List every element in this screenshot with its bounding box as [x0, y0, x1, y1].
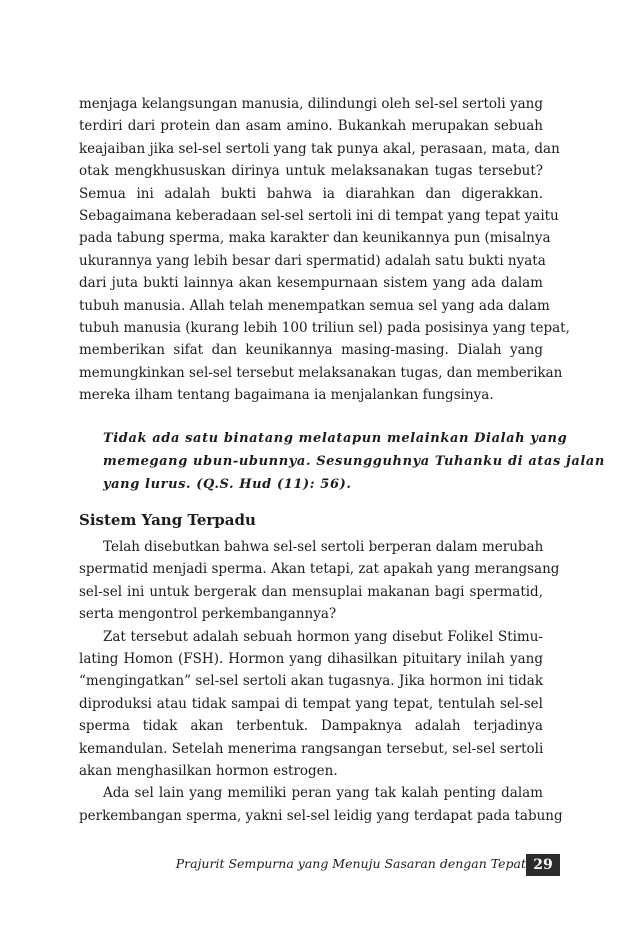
body-bottom-paragraphs: [79, 536, 563, 827]
text-line: memungkinkan sel-sel tersebut melaksanakan tugas, dan memberikan: [79, 364, 563, 381]
text-line: menjaga kelangsungan manusia, dilindungi oleh sel-sel sertoli yang: [79, 96, 543, 112]
text-line: kemandulan. Setelah menerima rangsangan tersebut, sel-sel sertoli: [79, 740, 544, 757]
running-title: Prajurit Sempurna yang Menuju Sasaran dengan Tepat: [175, 856, 526, 871]
text-line: Sebagaimana keberadaan sel-sel sertoli ini di tempat yang tepat yaitu: [79, 207, 559, 224]
text-line: sel-sel ini untuk bergerak dan mensuplai makanan bagi spermatid,: [79, 583, 543, 600]
text-line: ukurannya yang lebih besar dari spermatid) adalah satu bukti nyata: [79, 252, 546, 269]
text-line: “mengingatkan” sel-sel sertoli akan tugasnya. Jika hormon ini tidak: [79, 673, 543, 690]
text-line: otak mengkhususkan dirinya untuk melaksanakan tugas tersebut?: [79, 163, 543, 180]
text-line: Telah disebutkan bahwa sel-sel sertoli berperan dalam merubah: [103, 539, 544, 555]
quote-line: yang lurus. (Q.S. Hud (11): 56).: [103, 477, 352, 492]
quran-quote: [103, 427, 605, 496]
quote-line: Tidak ada satu binatang melatapun melainkan Dialah yang: [103, 431, 568, 446]
text-line: mereka ilham tentang bagaimana ia menjalankan fungsinya.: [79, 387, 494, 404]
text-line: sperma tidak akan terbentuk. Dampaknya adalah terjadinya: [79, 718, 543, 735]
body-top-paragraph: [79, 93, 570, 406]
section-heading: Sistem Yang Terpadu: [79, 511, 256, 529]
text-line: tubuh manusia (kurang lebih 100 triliun sel) pada posisinya yang tepat,: [79, 319, 570, 336]
text-line: Ada sel lain yang memiliki peran yang tak kalah penting dalam: [103, 785, 543, 802]
text-line: pada tabung sperma, maka karakter dan keunikannya pun (misalnya: [79, 230, 551, 247]
text-line: terdiri dari protein dan asam amino. Bukankah merupakan sebuah: [79, 118, 543, 135]
page-footer: [0, 854, 638, 876]
text-line: perkembangan sperma, yakni sel-sel leidig yang terdapat pada tabung: [79, 807, 563, 824]
text-line: diproduksi atau tidak sampai di tempat yang tepat, tentulah sel-sel: [79, 695, 543, 712]
page-number: 29: [526, 854, 560, 876]
text-line: memberikan sifat dan keunikannya masing-masing. Dialah yang: [79, 342, 543, 359]
text-line: Semua ini adalah bukti bahwa ia diarahkan dan digerakkan.: [79, 185, 543, 202]
text-line: Zat tersebut adalah sebuah hormon yang disebut Folikel Stimu-: [103, 628, 543, 645]
text-line: spermatid menjadi sperma. Akan tetapi, zat apakah yang merangsang: [79, 561, 560, 578]
text-line: akan menghasilkan hormon estrogen.: [79, 762, 338, 779]
text-line: dari juta bukti lainnya akan kesempurnaan sistem yang ada dalam: [79, 275, 543, 292]
text-line: lating Homon (FSH). Hormon yang dihasilkan pituitary inilah yang: [79, 650, 543, 667]
text-line: tubuh manusia. Allah telah menempatkan semua sel yang ada dalam: [79, 297, 550, 314]
text-line: keajaiban jika sel-sel sertoli yang tak punya akal, perasaan, mata, dan: [79, 140, 560, 157]
text-line: serta mengontrol perkembangannya?: [79, 606, 337, 623]
quote-line: memegang ubun-ubunnya. Sesungguhnya Tuhanku di atas jalan: [103, 454, 605, 469]
